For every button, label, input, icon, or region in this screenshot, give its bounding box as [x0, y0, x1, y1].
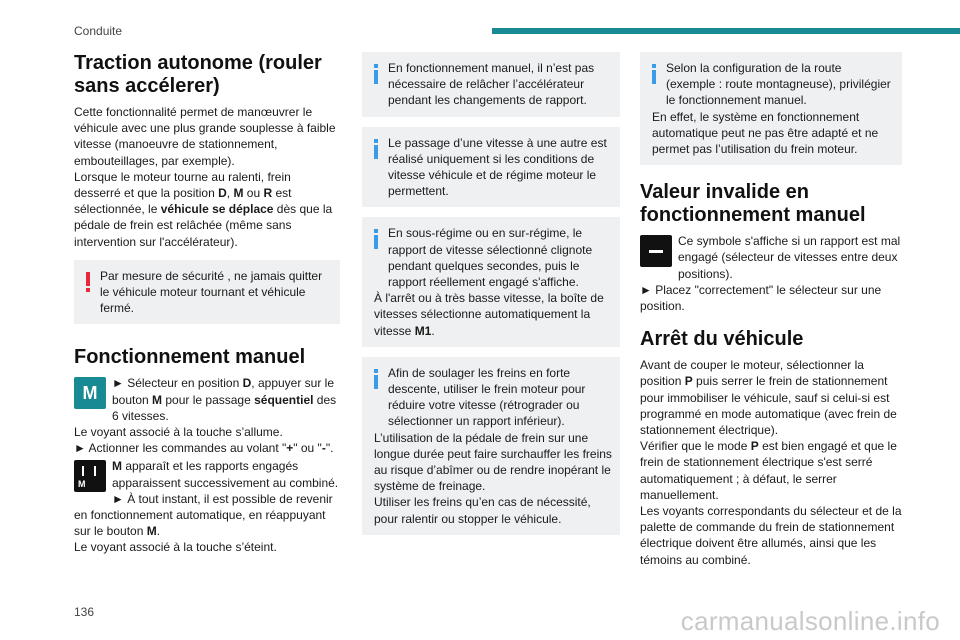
- column-1: [74, 52, 340, 556]
- info-note-road-auto: En effet, le système en fonctionnement automatique peut ne pas être adapté et ne permet pas l’utilisation du frein moteur.: [652, 109, 879, 157]
- info-note-brakes: [362, 357, 620, 535]
- info-note-road: [640, 52, 902, 165]
- m-button-icon: M: [74, 377, 106, 409]
- info-note-gear-change: [362, 127, 620, 208]
- info-note-accelerator: [362, 52, 620, 117]
- info-icon: [374, 139, 378, 159]
- info-note-accelerator-text: En fonctionnement manuel, il n’est pas nécessaire de relâcher l’accélérateur pendant les changements de rapport.: [388, 61, 595, 108]
- invalid-instruction: ► Placez "correctement" le sélecteur sur une position.: [640, 282, 882, 314]
- manuel-step-1-text: ► Sélecteur en position D, appuyer sur le bouton M pour le passage séquentiel des 6 vitesses.: [112, 376, 337, 423]
- info-note-rpm-text: En sous-régime ou en sur-régime, le rapport de vitesse sélectionné clignote pendant quelques secondes, puis le rapport réellement engagé s'affiche.: [388, 226, 593, 290]
- header-section-label: Conduite: [74, 24, 123, 38]
- invalid-symbol-row: [640, 233, 902, 282]
- manuel-display: [74, 458, 340, 490]
- arret-title: Arrêt du véhicule: [640, 328, 804, 351]
- manuel-return-auto: ► À tout instant, il est possible de revenir en fonctionnement automatique, en réappuyant sur le bouton M.: [74, 491, 333, 539]
- warning-exclamation-icon: [86, 272, 90, 292]
- column-2: [362, 52, 620, 535]
- info-note-rpm: [362, 217, 620, 346]
- info-note-road-text: Selon la configuration de la route (exemple : route montagneuse), privilégier le fonctionnement manuel.: [666, 61, 891, 108]
- info-note-brakes-overheat: L’utilisation de la pédale de frein sur une longue durée peut faire surchauffer les freins au risque d’abîmer ou de rendre inopérant le système de freinage.: [374, 430, 612, 494]
- safety-warning-text: Par mesure de sécurité , ne jamais quitter le véhicule moteur tournant et véhicule fermé.: [100, 268, 323, 316]
- info-note-brakes-usage: Utiliser les freins qu’en cas de nécessité, pour ralentir ou stopper le véhicule.: [374, 495, 591, 526]
- invalid-title: Valeur invalide en fonctionnement manuel: [640, 181, 866, 227]
- header-accent-bar: [492, 28, 960, 34]
- manuel-light-on: Le voyant associé à la touche s’allume.: [74, 425, 283, 440]
- info-note-brakes-text: Afin de soulager les freins en forte descente, utiliser le frein moteur pour réduire votre vitesse (rétrograder ou sélectionner un rapport inférieur).: [388, 365, 586, 429]
- info-icon: [374, 64, 378, 84]
- info-icon: [652, 64, 656, 84]
- gear-display-icon: M: [74, 460, 106, 492]
- invalid-symbol-text: Ce symbole s'affiche si un rapport est mal engagé (sélecteur de vitesses entre deux positions).: [678, 234, 901, 281]
- info-note-gear-change-text: Le passage d’une vitesse à une autre est réalisé uniquement si les conditions de vitesse véhicule et de régime moteur le permettent.: [388, 135, 607, 199]
- manuel-step-1: [74, 375, 340, 424]
- page-number: 136: [74, 605, 95, 619]
- manuel-light-off: Le voyant associé à la touche s’éteint.: [74, 540, 277, 555]
- info-icon: [374, 229, 378, 249]
- invalid-gear-dash-icon: [640, 235, 672, 267]
- traction-title: Traction autonome (rouler sans accélerer): [74, 52, 322, 97]
- watermark: carmanualsonline.info: [680, 606, 940, 636]
- manuel-display-text: M apparaît et les rapports engagés apparaissent successivement au combiné.: [112, 459, 339, 490]
- info-note-rpm-stop: À l'arrêt ou à très basse vitesse, la boîte de vitesses sélectionne automatiquement la vitesse M1.: [374, 291, 604, 338]
- arret-p1: Avant de couper le moteur, sélectionner la position P puis serrer le frein de stationnement pour immobiliser le véhicule, sauf si celui-si est programmé en mode automatique (avec frein de stationnement électrique).: [640, 358, 897, 438]
- column-3: [640, 52, 902, 568]
- arret-p3: Les voyants correspondants du sélecteur et de la palette de commande du frein de stationnement électrique doivent être allumés, ainsi que les témoins au combiné.: [640, 504, 902, 567]
- arret-p2: Vérifier que le mode P est bien engagé et que le frein de stationnement électrique s'est serré automatiquement ; à défaut, le serrer manuellement.: [640, 439, 897, 502]
- traction-intro: Cette fonctionnalité permet de manœuvrer le véhicule avec une plus grande souplesse à faible vitesse (manoeuvre de stationnement, embouteillages, par exemple).: [74, 105, 336, 168]
- manuel-title: Fonctionnement manuel: [74, 346, 306, 369]
- manuel-paddles: ► Actionner les commandes au volant "+" ou "-".: [74, 441, 334, 456]
- info-icon: [374, 369, 378, 389]
- traction-conditions: Lorsque le moteur tourne au ralenti, frein desserré et que la position D, M ou R est sélectionnée, le véhicule se déplace dès que la pédale de frein est relâchée (même sans intervention sur l'accélérateur).: [74, 169, 333, 249]
- safety-warning-note: [74, 260, 340, 325]
